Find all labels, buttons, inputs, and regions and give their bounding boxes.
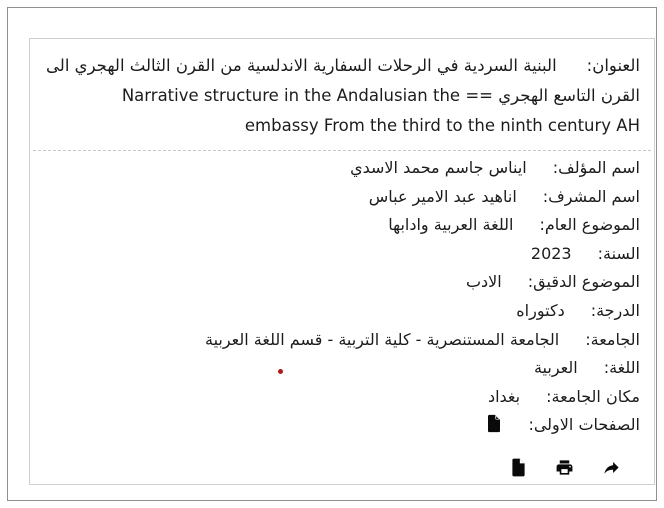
author-value: ايناس جاسم محمد الاسدي	[350, 158, 527, 177]
field-row-general-subject	[44, 211, 640, 240]
title-block	[30, 39, 654, 141]
title-field-value: البنية السردية في الرحلات السفارية الاندلسية من القرن الثالث الهجري الى القرن التاسع الهجري == Narrative structure in the Andalusian the embassy From the third to the ninth century AH	[46, 56, 640, 135]
university-location-label: مكان الجامعة:	[546, 386, 640, 406]
language-value: العربية	[533, 358, 578, 378]
general-subject-label: الموضوع العام:	[539, 215, 640, 235]
supervisor-value: اناهيد عبد الامير عباس	[368, 186, 517, 206]
action-toolbar	[30, 458, 654, 477]
file-icon[interactable]	[508, 458, 527, 477]
field-row-author	[44, 154, 640, 183]
field-row-university-location	[44, 383, 640, 412]
author-label: اسم المؤلف:	[552, 158, 640, 177]
year-value: 2023	[530, 243, 572, 263]
red-marker-dot	[278, 369, 283, 374]
field-row-degree	[44, 297, 640, 326]
university-label: الجامعة:	[585, 329, 640, 349]
degree-value: دكتوراه	[516, 300, 565, 320]
field-row-university	[44, 326, 640, 355]
degree-label: الدرجة:	[590, 300, 640, 320]
page-frame	[7, 7, 657, 501]
university-location-value: بغداد	[487, 386, 521, 406]
first-pages-label: الصفحات الاولى:	[528, 415, 640, 435]
field-row-first-pages	[44, 411, 640, 440]
supervisor-label: اسم المشرف:	[542, 186, 640, 206]
printer-icon[interactable]	[555, 458, 574, 477]
university-value: الجامعة المستنصرية - كلية التربية - قسم اللغة العربية	[204, 329, 560, 349]
title-field-label: العنوان:	[586, 56, 640, 75]
language-label: اللغة:	[603, 358, 640, 378]
field-row-language	[44, 354, 640, 383]
specific-subject-label: الموضوع الدقيق:	[527, 272, 640, 292]
year-label: السنة:	[597, 243, 640, 263]
share-icon[interactable]	[602, 458, 621, 477]
record-card	[29, 38, 655, 485]
field-list	[30, 154, 654, 440]
specific-subject-value: الادب	[465, 272, 502, 292]
field-row-year	[44, 240, 640, 269]
first-pages-file-icon[interactable]	[486, 414, 502, 433]
field-row-specific-subject	[44, 268, 640, 297]
dashed-divider	[33, 150, 651, 151]
general-subject-value: اللغة العربية وادابها	[388, 215, 514, 235]
field-row-supervisor	[44, 183, 640, 212]
